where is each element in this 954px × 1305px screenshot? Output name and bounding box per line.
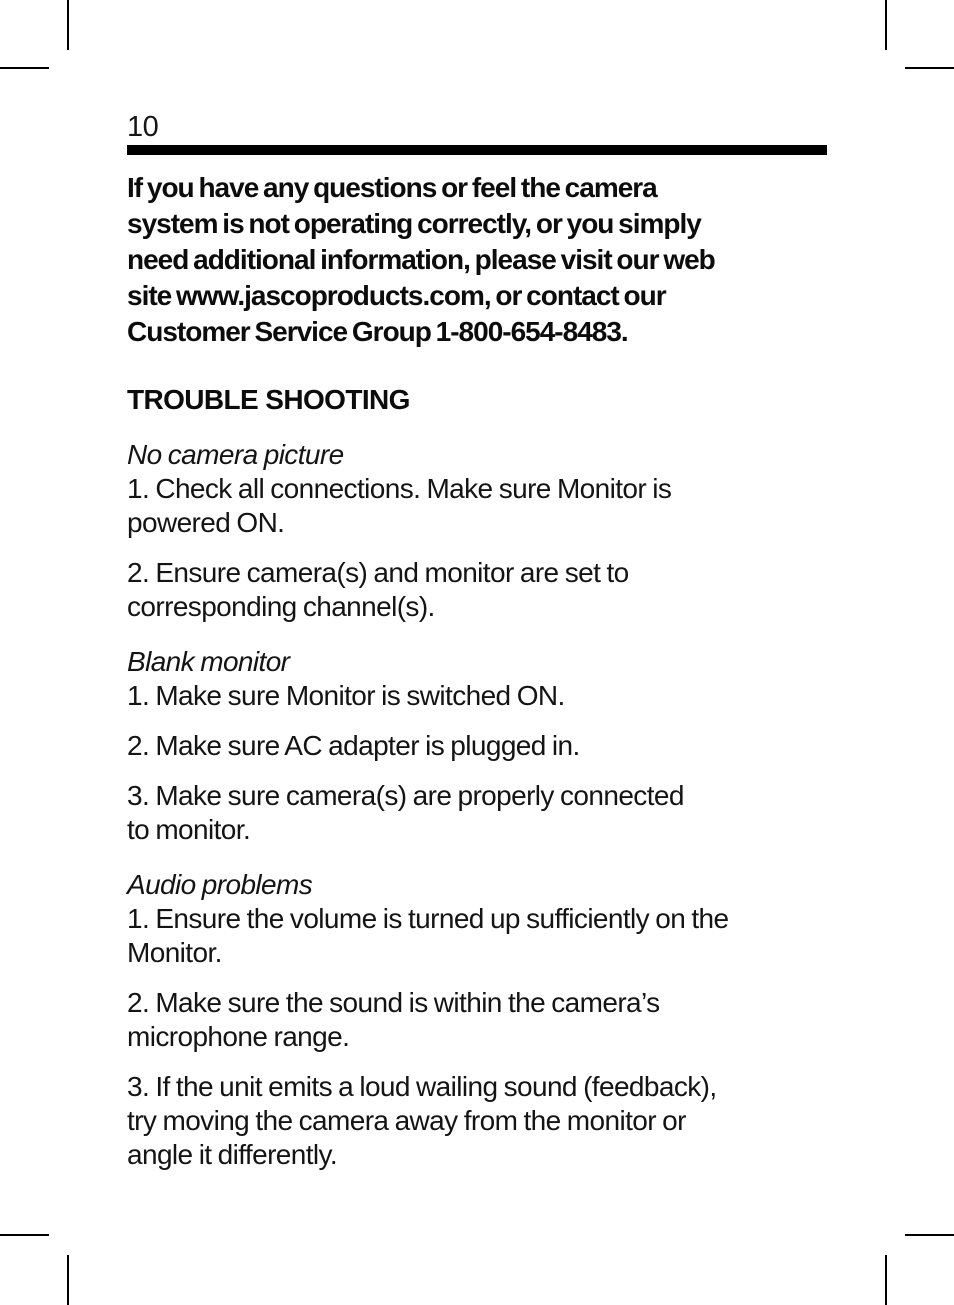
crop-mark-bottom-left-horizontal	[0, 1234, 49, 1236]
item-line: microphone range.	[127, 1021, 350, 1052]
item-line: 1. Make sure Monitor is switched ON.	[127, 680, 565, 711]
troubleshoot-item	[127, 986, 827, 1054]
crop-mark-bottom-left-vertical	[67, 1255, 69, 1305]
troubleshoot-item	[127, 472, 827, 540]
item-line: angle it differently.	[127, 1139, 338, 1170]
item-line: try moving the camera away from the monitor or	[127, 1105, 686, 1136]
crop-mark-bottom-right-horizontal	[905, 1234, 954, 1236]
intro-line: Customer Service Group 1-800-654-8483.	[127, 316, 628, 347]
item-line: corresponding channel(s).	[127, 591, 435, 622]
crop-mark-top-right-vertical	[885, 0, 887, 50]
group-subtitle: No camera picture	[127, 439, 344, 470]
troubleshooting-group-audio-problems	[127, 868, 827, 1172]
item-line: Monitor.	[127, 937, 222, 968]
page-content	[127, 110, 827, 1172]
item-line: to monitor.	[127, 814, 251, 845]
group-items	[127, 472, 827, 624]
intro-line: If you have any questions or feel the camera	[127, 172, 657, 203]
item-line: 3. If the unit emits a loud wailing sound (feedback),	[127, 1071, 717, 1102]
group-subtitle: Audio problems	[127, 869, 313, 900]
crop-mark-top-right-horizontal	[905, 67, 954, 69]
item-line: powered ON.	[127, 507, 285, 538]
troubleshoot-item	[127, 556, 827, 624]
group-subtitle: Blank monitor	[127, 646, 290, 677]
crop-mark-top-left-vertical	[67, 0, 69, 50]
troubleshoot-item	[127, 1070, 827, 1172]
intro-paragraph	[127, 170, 827, 350]
group-items	[127, 902, 827, 1172]
item-line: 3. Make sure camera(s) are properly connected	[127, 780, 684, 811]
troubleshoot-item	[127, 779, 827, 847]
intro-line: system is not operating correctly, or you simply	[127, 208, 701, 239]
troubleshooting-title: TROUBLE SHOOTING	[127, 384, 410, 415]
troubleshooting-group-no-camera-picture	[127, 438, 827, 624]
group-items	[127, 679, 827, 847]
header-rule	[127, 145, 827, 155]
troubleshooting-group-blank-monitor	[127, 645, 827, 847]
item-line: 1. Check all connections. Make sure Monitor is	[127, 473, 672, 504]
troubleshoot-item	[127, 729, 827, 763]
item-line: 2. Make sure AC adapter is plugged in.	[127, 730, 580, 761]
crop-mark-top-left-horizontal	[0, 67, 49, 69]
intro-line: need additional information, please visit our web	[127, 244, 715, 275]
troubleshoot-item	[127, 902, 827, 970]
page-number: 10	[127, 111, 159, 143]
item-line: 2. Make sure the sound is within the camera’s	[127, 987, 660, 1018]
intro-line: site www.jascoproducts.com, or contact our	[127, 280, 666, 311]
item-line: 2. Ensure camera(s) and monitor are set to	[127, 557, 629, 588]
crop-mark-bottom-right-vertical	[885, 1255, 887, 1305]
troubleshoot-item	[127, 679, 827, 713]
item-line: 1. Ensure the volume is turned up sufficiently on the	[127, 903, 729, 934]
